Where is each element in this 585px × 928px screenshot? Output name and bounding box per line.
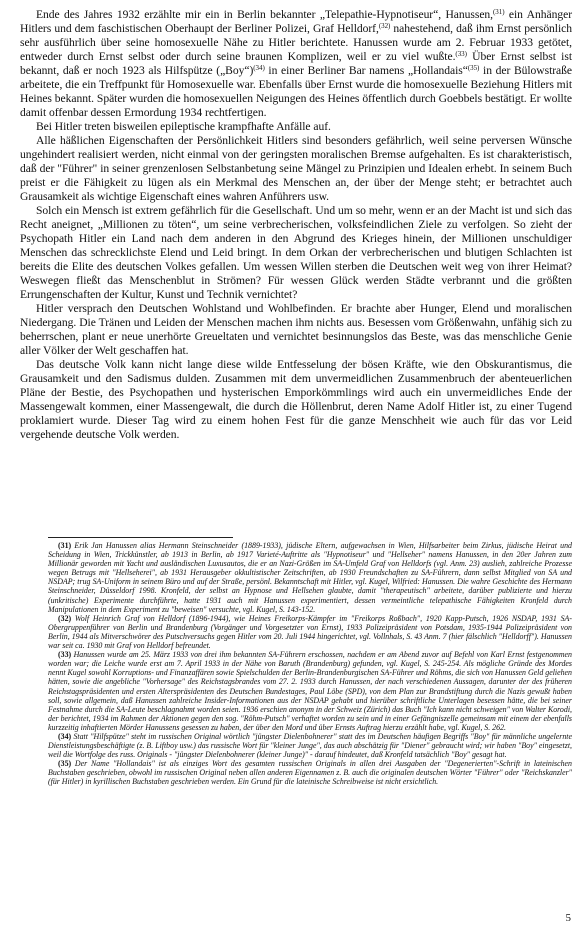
footnote-text: Erik Jan Hanussen alias Hermann Steinschneider (1889-1933), jüdische Eltern, aufgewachsen in Wien, Hilfsarbeiter beim Zirkus, jüdische Heirat und Scheidung in Wien, Trickkünstler, ab 1913 in Berlin, ab 1917 Varieté-Auftritte als "Hypnotiseur" und "Hellseher" namens Hanussen, in den 20er Jahren zum Millionär geworden mit Yacht und ausländischen Luxusautos, die er an Nazi-Größen im SA-Umfeld Graf von Helldorfs (vgl. Anm. 23) auslieh, zahlreiche Prozesse wegen Betrugs mit "Hellseherei", ab 1931 Herausgeber okkultistischer Zeitschriften, ab 1930 Freundschaften zu SA-Führern, dann selbst Mitglied von SA und NSDAP; trug SA-Uniform in seinem Büro und auf der Straße, persönl. Bekanntschaft mit Hitler, vgl. Kugel, Wilfried: Hanussen. Die wahre Geschichte des Hermann Steinschneider, Düsseldorf 1998. Kronfeld, der selbst an Hypnose und Hellsehen glaubte, damit "therapeutisch" arbeitete, darüber publizierte und hierzu (unkritische) Experimente durchführte, hatte 1931 auch mit Hanussen experimentiert, dessen vermeintliche telepathische Fähigkeiten Kronfeld durch Manipulationen in dem Experiment zu "beweisen" versuchte, vgl. Kugel, S. 143-152. — [48, 541, 572, 614]
body-paragraph — [20, 302, 572, 358]
footnote-reference: (34) — [253, 64, 265, 72]
footnote-marker: (33) — [58, 650, 72, 660]
body-paragraph — [20, 8, 572, 120]
body-text — [20, 8, 572, 442]
footnote-reference: (33) — [455, 50, 467, 58]
paragraph-text: nahestehend, daß ihm Ernst persönlich sehr ausführlich über seine homosexuelle Nähe zu Hitler berichtete. Hanussen wurde am 2. Februar 1933 getötet, entweder durch Ernst selbst oder durch seine braunen Komplizen, weil er zu viel wußte. — [20, 22, 572, 63]
footnote — [48, 732, 572, 759]
document-page — [20, 8, 572, 442]
body-paragraph — [20, 358, 572, 442]
paragraph-text: in der Bülowstraße arbeitete, die ein Treffpunkt für Homosexuelle war. Ebenfalls über Ernst wurde die homosexuelle Beziehung Hitlers mit Heines bekannt. Später wurden die homosexuellen Neigungen des Heines öffentlich durch Goebbels bestätigt. Er wollte damit offenbar dessen Ermordung 1934 rechtfertigen. — [20, 64, 572, 119]
footnote — [48, 614, 572, 650]
paragraph-text: Über Ernst selbst ist bekannt, daß er noch 1923 als Hilfspütze („Boy“) — [20, 50, 572, 77]
footnotes — [48, 541, 572, 787]
paragraph-text: Ende des Jahres 1932 erzählte mir ein in Berlin bekannter „Telepathie-Hypnotiseur“, Hanussen, — [36, 8, 494, 21]
footnote-reference: (32) — [378, 22, 391, 30]
footnote-reference: (35) — [467, 64, 480, 72]
paragraph-text: Bei Hitler treten bisweilen epileptische krampfhafte Anfälle auf. — [36, 120, 331, 133]
paragraph-text: Alle häßlichen Eigenschaften der Persönlichkeit Hitlers sind besonders gefährlich, weil seine perversen Wünsche ungehindert realisiert werden, nicht einmal von der geringsten moralischen Bremse aufgehalten. Es ist charakteristisch, daß der "Führer" in seiner grenzenlosen Selbstanbetung seine Mängel zu Prinzipien und Idealen erhebt. In seinem Buch preist er die Fähigkeit zu lügen als ein Merkmal des Menschen an, der über der Menge steht; er betrachtet auch Grausamkeit als wichtige Eigenschaft eines wahren Anführers usw. — [20, 134, 572, 203]
body-paragraph — [20, 120, 572, 134]
paragraph-text: Hitler versprach den Deutschen Wohlstand und Wohlbefinden. Er brachte aber Hunger, Elend und moralischen Niedergang. Die Tränen und Leiden der Menschen machen ihm nichts aus. Besessen vom Größenwahn, unfähig sich zu beherrschen, plant er neue unerhörte Greueltaten und vernichtet besinnungslos das Beste, was das menschliche Genie aller Völker der Welt geschaffen hat. — [20, 302, 572, 357]
paragraph-text: Das deutsche Volk kann nicht lange diese wilde Entfesselung der bösen Kräfte, wie den Obskurantismus, die Grausamkeit und den Sadismus dulden. Zusammen mit dem unvermeidlichen Zusammenbruch der abenteuerlichen Pläne der Bestie, des Psychopathen und hysterischen Emporkömmlings wird auch ein unvermeidliches Ende der Massengewalt kommen, einer Massengewalt, die durch die Höllenbrut, deren Name Adolf Hitler ist, zu einer Tugend proklamiert wurde. Dieser Tag wird zu einem hohen Fest für die ganze Menschheit wie auch für das vor Leid vergehende deutsche Volk werden. — [20, 358, 572, 441]
paragraph-text: in einer Berliner Bar namens „Hollandais“ — [264, 64, 468, 77]
footnote — [48, 541, 572, 614]
footnote-marker: (34) — [58, 731, 72, 741]
footnote-marker: (35) — [58, 759, 72, 769]
paragraph-text: ein Anhänger Hitlers und dem faschistischen Oberhaupt der Berliner Polizei, Graf Helldorf, — [20, 8, 573, 35]
body-paragraph — [20, 134, 572, 204]
footnote-text: Wolf Heinrich Graf von Helldorf (1896-1944), wie Heines Freikorps-Kämpfer im "Freikorps Roßbach", 1920 Kapp-Putsch, 1926 NSDAP, 1931 SA-Obergruppenführer von Berlin und Brandenburg (Vorgänger und Vorgesetzter von Ernst), 1933 Polizeipräsident von Potsdam, 1935-1944 Polizeipräsident von Berlin, 1944 als Mitverschwörer des Putschversuchs gegen Hitler vom 20. Juli 1944 hingerichtet, vgl. Vollnhals, S. 43 Anm. 7 (hier fälschlich "Helldorff"). Hanussen war seit ca. 1930 mit Graf von Helldorf befreundet. — [48, 613, 572, 651]
footnote-reference: (31) — [493, 8, 505, 16]
footnote-marker: (32) — [58, 613, 72, 623]
paragraph-text: Solch ein Mensch ist extrem gefährlich für die Gesellschaft. Und um so mehr, wenn er an der Macht ist und sich das Recht aneignet, „Millionen zu töten“, um seine verbrecherischen, volksfeindlichen Ziele zu verfolgen. So zieht der Psychopath Hitler ein Land nach dem anderen in den Abgrund des Krieges hinein, der Millionen unschuldiger Menschen das schrecklichste Elend und Leid bringt. In dem Orkan der verbrecherischen und blutigen Schlachten ist bereits die Elite des deutschen Volkes gefallen. Um wessen Willen sterben die Deutschen weit weg von ihrer Heimat? Weswegen fließt das Menschenblut in Strömen? Für wessen Glück werden Städte verbrannt und die größten Errungenschaften der Kultur, Kunst und Technik vernichtet? — [20, 204, 572, 301]
footnote-separator — [48, 537, 233, 538]
footnote — [48, 759, 572, 786]
footnote-text: Statt "Hilfspütze" steht im russischen Original wörtlich "jüngster Dielenbohnerer" statt des im Deutschen häufigen Begriffs "Boy" für männliche ungelernte Dienstleistungsbeschäftigte (z. B. Liftboy usw.) das russische Wort für "kleiner Junge", das auch abschätzig für "Diener" gebraucht wird; wir haben "Boy" eingesetzt, weil die Wortfolge des russ. Originals - "jüngster Dielenbohnerer (kleiner Junge)" - darauf hindeutet, daß Kronfeld tatsächlich "Boy" gesagt hat. — [48, 731, 572, 760]
footnote-marker: (31) — [58, 541, 72, 550]
body-paragraph — [20, 204, 572, 302]
footnote-text: Der Name "Hollandais" ist als einziges Wort des gesamten russischen Originals in allen drei Ausgaben der "Degenerierten"-Schrift in lateinischen Buchstaben geschrieben, obwohl im russischen Original neben allen anderen Eigennamen z. B. auch die originalen deutschen Wörter "Führer" oder "Reichskanzler" (für Hitler) in kyrillischen Buchstaben geschrieben werden. Ein Grund für die lateinische Schreibweise ist nicht ersichtlich. — [48, 759, 572, 787]
footnote — [48, 650, 572, 732]
page-number: 5 — [565, 912, 571, 924]
footnote-text: Hanussen wurde am 25. März 1933 von drei ihm bekannten SA-Führern erschossen, nachdem er am Abend zuvor auf Befehl von Karl Ernst festgenommen worden war; die Leiche wurde erst am 7. April 1933 in der Nähe von Baruth (Brandenburg) gefunden, vgl. Kugel, S. 245-254. Als mögliche Gründe des Mordes nennt Kugel sowohl Korruptions- und Finanzaffären sowie Spielschulden der Berlin-Brandenburgischen SA-Führer und Röhms, die sich von Hanussen Geld geliehen hätten, sowie die angebliche "Vorhersage" des Reichstagsbrandes vom 27. 2. 1933 durch Hanussen, der nach verschiedenen Aussagen, darunter der des früheren Reichstagspräsidenten und ersten Alterspräsidenten des Deutschen Bundestages, Paul Löbe (SPD), von dem Plan zur Brandstiftung durch die Nazis gewußt haben soll, sowie allgemein, daß Hanussen zahlreiche Insider-Informationen aus der NSDAP gehabt und hierüber schriftliche Unterlagen besessen hätte, die bei seiner Festnahme durch die SA-Leute beschlagnahmt worden seien. 1936 erschien anonym in der Schweiz (Zürich) das Buch "Ich kann nicht schweigen" von Walter Korodi, der berichtet, 1934 im Rahmen der Aktionen gegen den sog. "Röhm-Putsch" verhaftet worden zu sein und in einer Gefängniszelle gemeinsam mit einem der ebenfalls kurzzeitig inhaftierten Mörder Hanussens gesessen zu haben, der über den Mord und über Ernsts Auftrag hierzu erzählt habe, vgl. Kugel, S. 262. — [48, 650, 573, 732]
